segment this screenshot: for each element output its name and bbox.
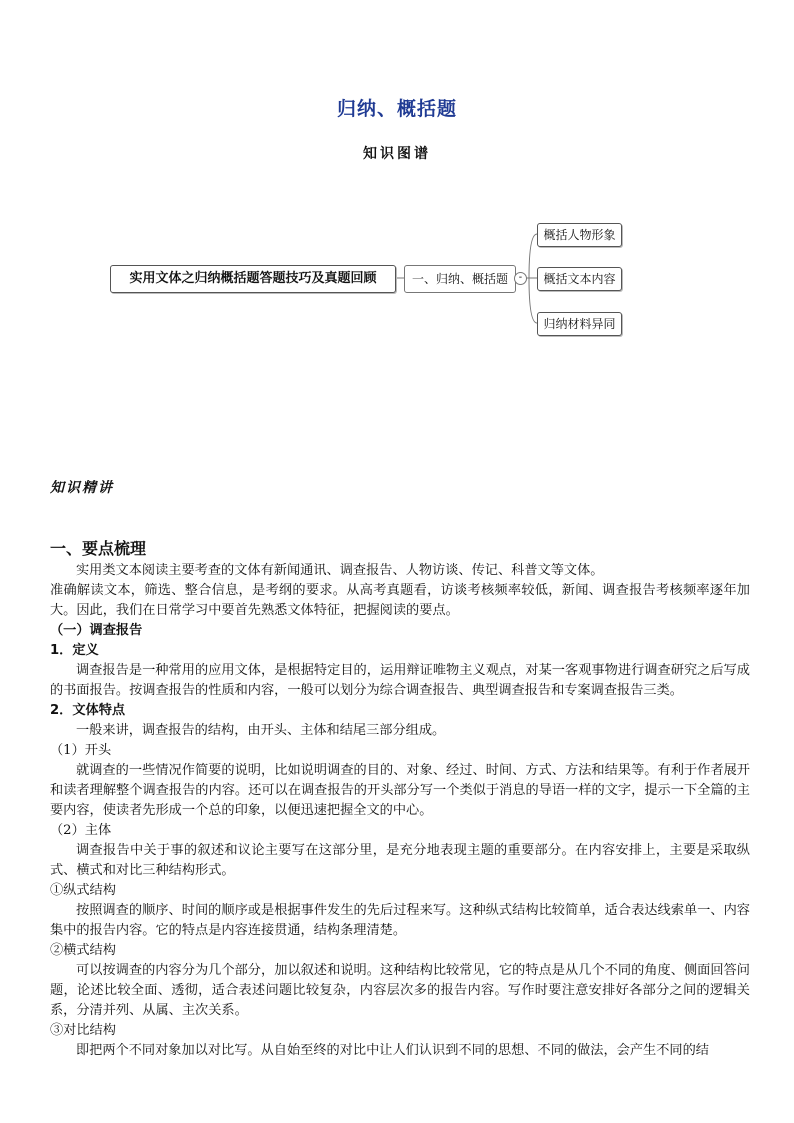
paragraph: 就调查的一些情况作简要的说明，比如说明调查的目的、对象、经过、时间、方式、方法和结果等。有利于作者展开和读者理解整个调查报告的内容。还可以在调查报告的开头部分写一个类似于消息的导语一样的文字，提示一下全篇的主要内容，使读者先形成一个总的印象，以便迅速把握全文的中心。 bbox=[50, 763, 750, 818]
sub-item-heading: ③对比结构 bbox=[50, 1023, 116, 1038]
section-heading: 一、要点梳理 bbox=[50, 539, 147, 558]
paragraph: 准确解读文本，筛选、整合信息，是考纲的要求。从高考真题看，访谈考核频率较低，新闻、调查报告考核频率逐年加大。因此，我们在日常学习中要首先熟悉文体特征，把握阅读的要点。 bbox=[50, 583, 750, 618]
mindmap-root-node: 实用文体之归纳概括题答题技巧及真题回顾 bbox=[110, 265, 396, 293]
mindmap-branch-node: 一、归纳、概括题 bbox=[404, 265, 516, 293]
paragraph: 调查报告中关于事的叙述和议论主要写在这部分里，是充分地表现主题的重要部分。在内容安排上，主要是采取纵式、横式和对比三种结构形式。 bbox=[50, 843, 750, 878]
paragraph: 调查报告是一种常用的应用文体，是根据特定目的，运用辩证唯物主义观点，对某一客观事物进行调查研究之后写成的书面报告。按调查报告的性质和内容，一般可以划分为综合调查报告、典型调查报告和专案调查报告三类。 bbox=[50, 663, 750, 698]
paragraph: 可以按调查的内容分为几个部分，加以叙述和说明。这种结构比较常见，它的特点是从几个不同的角度、侧面回答问题，论述比较全面、透彻，适合表述问题比较复杂，内容层次多的报告内容。写作时要注意安排好各部分之间的逻辑关系，分清并列、从属、主次关系。 bbox=[50, 963, 750, 1018]
mindmap-connectors bbox=[0, 0, 794, 400]
lecture-heading: 知识精讲 bbox=[50, 480, 114, 496]
knowledge-map-heading: 知识图谱 bbox=[363, 146, 431, 162]
item-heading: 2．文体特点 bbox=[50, 703, 126, 718]
paragraph: 即把两个不同对象加以对比写。从自始至终的对比中让人们认识到不同的思想、不同的做法，会产生不同的结 bbox=[76, 1043, 709, 1058]
item-heading: 1．定义 bbox=[50, 643, 99, 658]
document-body bbox=[50, 537, 750, 1061]
subsection-heading: （一）调查报告 bbox=[50, 623, 143, 638]
paragraph: 按照调查的顺序、时间的顺序或是根据事件发生的先后过程来写。这种纵式结构比较简单，适合表达线索单一、内容集中的报告内容。它的特点是内容连接贯通，结构条理清楚。 bbox=[50, 903, 750, 938]
paragraph: 实用类文本阅读主要考查的文体有新闻通讯、调查报告、人物访谈、传记、科普文等文体。 bbox=[76, 563, 604, 578]
document-title: 归纳、概括题 bbox=[336, 98, 457, 120]
sub-item-heading: ①纵式结构 bbox=[50, 883, 116, 898]
mindmap-leaf-compare: 归纳材料异同 bbox=[537, 312, 622, 336]
mindmap-leaf-character: 概括人物形象 bbox=[537, 223, 622, 247]
mindmap-collapse-toggle[interactable]: - bbox=[514, 272, 527, 285]
mindmap-leaf-content: 概括文本内容 bbox=[537, 267, 622, 291]
sub-item-heading: ②横式结构 bbox=[50, 943, 116, 958]
sub-item-heading: （2）主体 bbox=[50, 823, 112, 838]
sub-item-heading: （1）开头 bbox=[50, 743, 112, 758]
paragraph: 一般来讲，调查报告的结构，由开头、主体和结尾三部分组成。 bbox=[76, 723, 446, 738]
